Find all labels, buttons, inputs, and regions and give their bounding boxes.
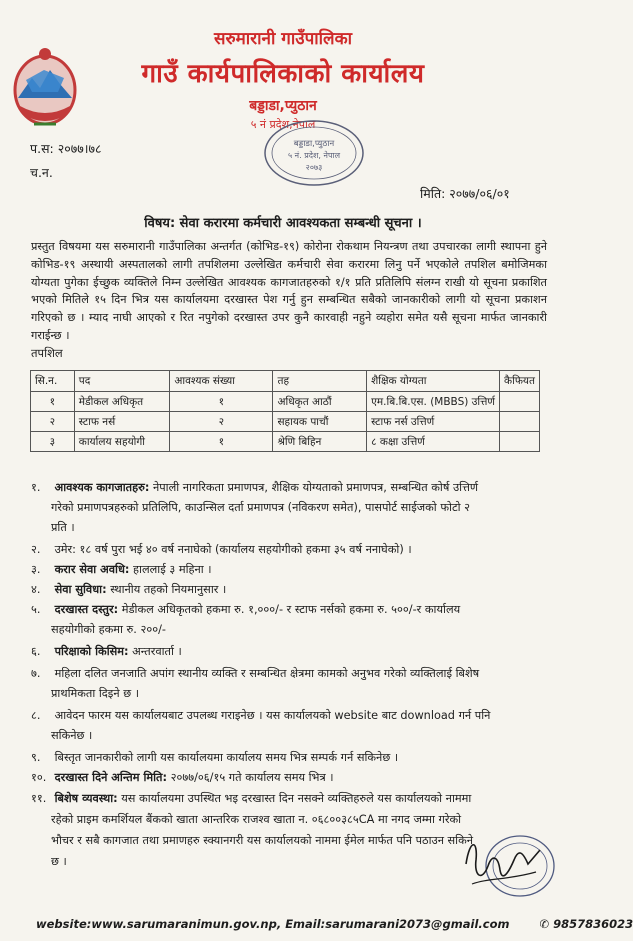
table-cell: स्टाफ नर्स [74,412,170,432]
list-item [31,580,546,600]
note-text: गरेको प्रमाणपत्रहरुको प्रतिलिपि, काउन्सिल दर्ता प्रमाणपत्र (नविकरण समेत), पासपोर्ट साईजको फोटो २ [51,501,471,514]
tapasil-label: तपशिल [31,346,63,360]
list-item [31,706,546,746]
stamp-line-2: ५ नं. प्रदेश, नेपाल [287,151,341,160]
note-text: महिला दलित जनजाति अपांग स्थानीय व्यक्ति र सम्बन्धित क्षेत्रमा कामको अनुभव गरेको व्यक्तिलाई बिशेष [54,667,480,680]
chalani-label: च.न. [30,165,53,180]
table-cell [500,432,540,452]
note-text: उमेर: १८ वर्ष पुरा भई ४० वर्ष ननाघेको (कार्यालय सहयोगीको हकमा ३५ वर्ष ननाघेको) । [54,543,412,556]
note-text: भौचर र सबै कागजात तथा प्रमाणहरु स्क्यानगरी यस कार्यालयको नाममा ईमेल मार्फत पनि पठाउन सकिने [51,834,474,847]
office-location: बड्डाडा,प्युठान [249,98,317,114]
note-label: परिक्षाको किसिम: [54,645,129,658]
table-cell: १ [170,392,273,412]
list-item [31,748,546,768]
table-cell: २ [170,412,273,432]
table-cell: १ [170,432,273,452]
note-label: दरखास्त दिने अन्तिम मिति: [54,771,168,784]
note-text: २०७७/०६/१५ गते कार्यालय समय भित्र । [170,771,334,784]
table-cell: १ [31,392,75,412]
stamp-line-3: २०७३ [305,163,323,172]
table-cell: स्टाफ नर्स उत्तिर्ण [367,412,500,432]
note-text: स्थानीय तहको नियमानुसार । [110,583,227,596]
col-header: पद [74,371,170,392]
table-cell: अधिकृत आठौं [273,392,367,412]
intro-paragraph: प्रस्तुत विषयमा यस सरुमारानी गाउँपालिका अन्तर्गत (कोभिड-१९) कोरोना रोकथाम नियन्त्रण तथा उपचारका लागी स्थापना हुने कोभिड-१९ अस्थायी अस्पतालको लागी तपशिलमा उल्लेखित कर्मचारी सेवा करारमा लिनु पर्ने भएकोले तपशिल बमोजिमका योग्यता पुगेका ईच्छुक व्यक्तिले निम्न उल्लेखित आवश्यक कागजातहरुको १/१ प्रति प्रतिलिपि संलग्न राखी यो सूचना प्रकाशित भएको मितिले १५ दिन भित्र यस कार्यालयमा दरखास्त पेश गर्नु हुन सम्बन्धित सबैको जानकारीको लागी यो सूचना प्रकाशन गरिएको छ । म्याद नाघी आएको र रित नपुगेको दरखास्त उपर कुनै कारवाही नहुने व्यहोरा समेत यसै सूचना मार्फत जानकारी गराईन्छ । [31,240,547,342]
note-text: मेडीकल अधिकृतको हकमा रु. १,०००/- र स्टाफ नर्सको हकमा रु. ५००/-र कार्यालय [121,603,461,616]
province-name: ५ नं प्रदेश,नेपाल [250,118,316,131]
note-number: ६. [31,645,41,658]
signature-stamp [448,820,560,908]
email-text: Email:sarumarani2073@gmail.com [285,917,510,931]
col-header: सि.न. [31,371,75,392]
table-row [31,432,540,452]
col-header: शैक्षिक योग्यता [367,371,500,392]
list-item [31,664,546,704]
list-item [31,478,546,538]
patra-label: प.स: [30,141,54,156]
note-text: सहयोगीको हकमा रु. २००/- [51,623,166,636]
patra-value: २०७७।७८ [57,141,102,156]
table-cell: एम.बि.बि.एस. (MBBS) उत्तिर्ण [367,392,500,412]
table-cell: श्रेणि बिहिन [273,432,367,452]
list-item [31,560,546,580]
note-label: आवश्यक कागजातहरु: [54,481,150,494]
office-name: गाउँ कार्यपालिकाको कार्यालय [141,59,425,89]
note-number: ८. [31,709,41,722]
note-number: ७. [31,667,41,680]
patra-sankhya [30,140,101,157]
municipality-name: सरुमारानी गाउँपालिका [213,29,353,49]
note-text: छ । [51,855,67,868]
table-header-row [31,371,540,392]
note-text: रहेको प्राइम कमर्शियल बैंकको खाता आन्तरिक राजश्व खाता न. ०६८००३८५CA मा नगद जम्मा गरेको [51,813,462,826]
note-text: बिस्तृत जानकारीको लागी यस कार्यालयमा कार्यालय समय भित्र सम्पर्क गर्न सकिनेछ । [54,751,399,764]
note-number: २. [31,543,41,556]
col-header: तह [273,371,367,392]
phone-text: 9857836023 [553,917,633,931]
phone-icon: ✆ [539,917,550,931]
note-number: ९. [31,751,41,764]
list-item [31,768,546,788]
note-number: १. [31,481,41,494]
table-cell: २ [31,412,75,432]
table-cell: सहायक पाचौं [273,412,367,432]
note-number: १०. [31,771,47,784]
note-text: आवेदन फारम यस कार्यालयबाट उपलब्ध गराइनेछ । यस कार्यालयको website बाट download गर्न पनि [54,709,491,722]
note-number: ४. [31,583,41,596]
stamp-line-1: बड्डाडा,प्युठान [293,139,335,149]
table-cell: ३ [31,432,75,452]
date-value: २०७७/०६/०१ [449,186,510,201]
note-text: नेपाली नागरिकता प्रमाणपत्र, शैक्षिक योग्यताको प्रमाणपत्र, सम्बन्धित कोर्ष उत्तिर्ण [152,481,479,494]
table-row [31,392,540,412]
notice-subject: विषय: सेवा करारमा कर्मचारी आवश्यकता सम्बन्धी सूचना । [144,216,422,231]
table-cell [500,392,540,412]
note-text: अन्तरवार्ता । [132,645,182,658]
note-text: प्रति । [51,521,75,534]
col-header: आवश्यक संख्या [170,371,273,392]
note-label: करार सेवा अवधि: [54,563,130,576]
table-cell: कार्यालय सहयोगी [74,432,170,452]
table-row [31,412,540,432]
list-item [31,642,546,662]
table-cell: मेडीकल अधिकृत [74,392,170,412]
table-cell [500,412,540,432]
contact-footer [36,917,633,931]
note-label: दरखास्त दस्तुर: [54,603,119,616]
office-stamp [262,118,366,188]
note-number: ३. [31,563,41,576]
note-label: बिशेष व्यवस्था: [54,792,118,805]
note-text: सकिनेछ । [51,729,93,742]
note-text: हाललाई ३ महिना । [133,563,212,576]
list-item [31,540,546,560]
note-text: प्राथमिकता दिइने छ । [51,687,140,700]
col-header: कैफियत [500,371,540,392]
note-label: सेवा सुविधा: [54,583,107,596]
list-item [31,600,546,640]
table-cell: ८ कक्षा उत्तिर्ण [367,432,500,452]
note-number: ५. [31,603,41,616]
notice-date [420,185,510,202]
date-label: मिति: [420,186,446,201]
website-text: website:www.sarumaranimun.gov.np, [36,917,282,931]
vacancy-table [30,370,540,452]
note-number: ११. [31,792,47,805]
note-text: यस कार्यालयमा उपस्थित भइ दरखास्त दिन नसक्ने व्यक्तिहरुले यस कार्यालयको नाममा [121,792,472,805]
